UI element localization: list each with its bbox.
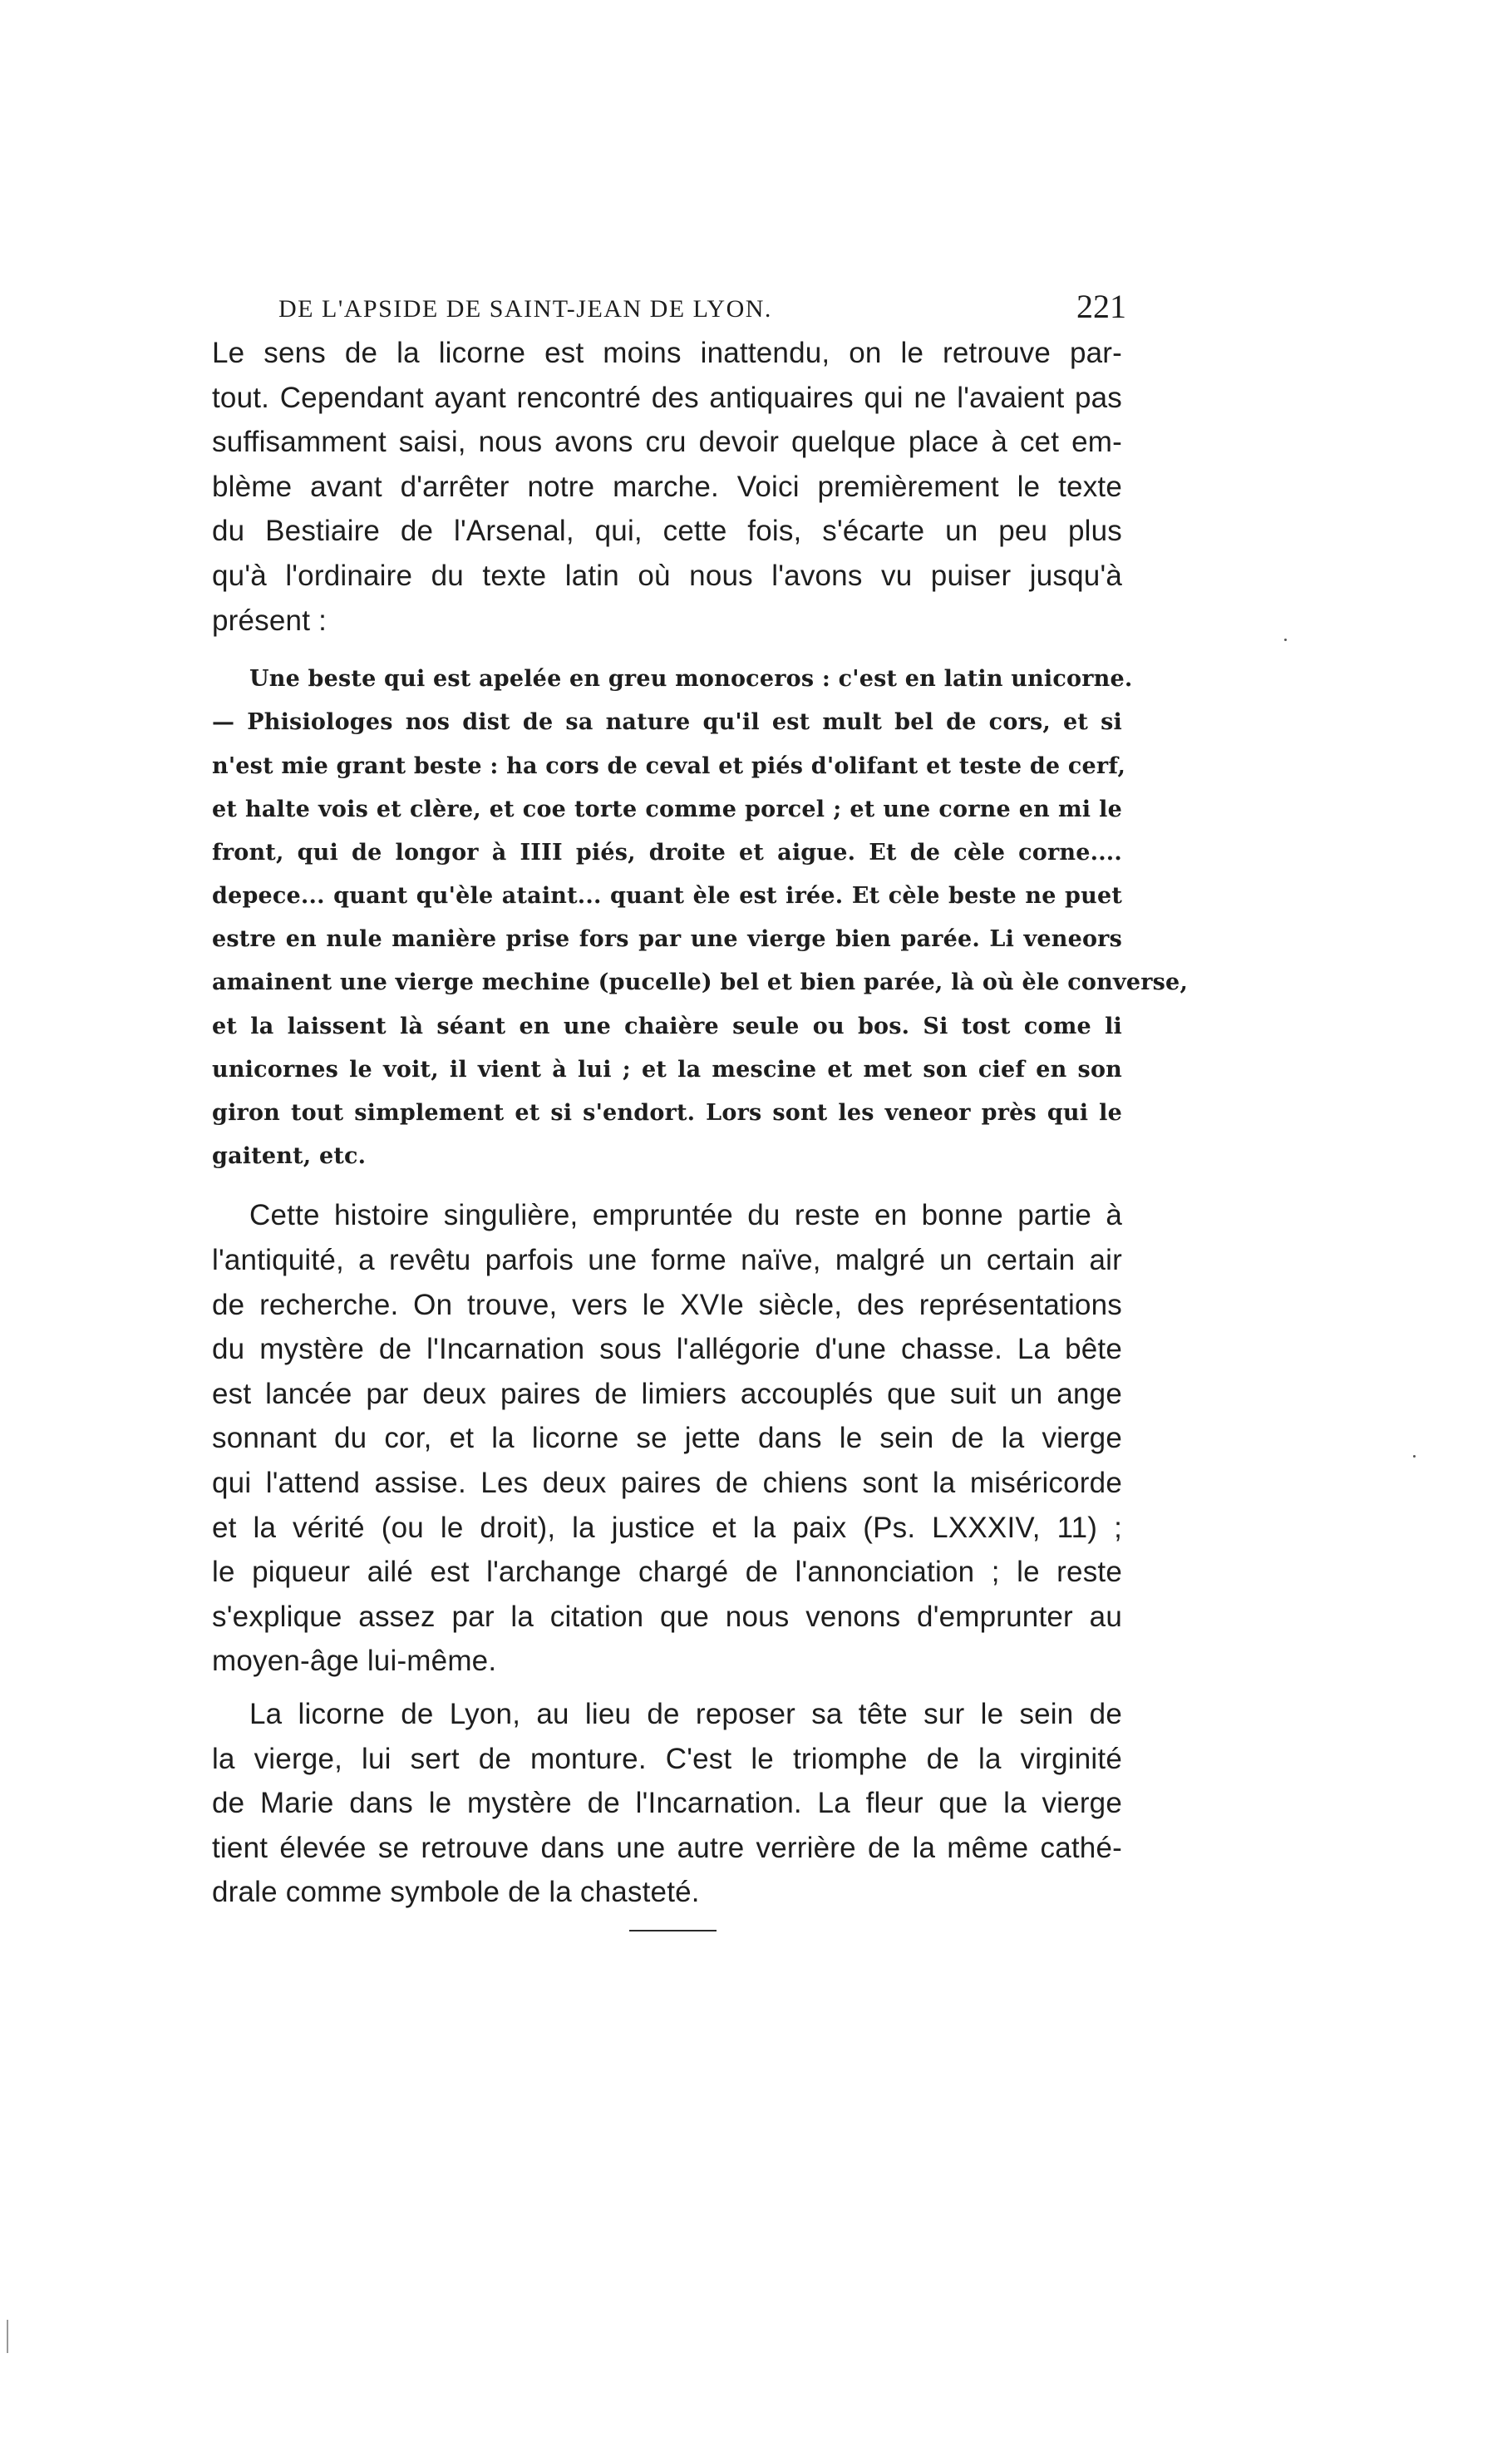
spacer: [212, 643, 1122, 658]
quotation-line: amainent une vierge mechine (pucelle) bel et bien parée, là où èle converse,: [212, 969, 1189, 996]
text-line: La licorne de Lyon, au lieu de reposer sa tête sur le sein de: [249, 1697, 1122, 1730]
quotation-line: gaitent, etc.: [212, 1143, 367, 1170]
text-line: présent :: [212, 604, 327, 637]
text-line: du mystère de l'Incarnation sous l'allégorie d'une chasse. La bête: [212, 1333, 1122, 1366]
quotation-line: unicornes le voit, il vient à lui ; et la mescine et met son cief en son: [212, 1056, 1122, 1083]
text-line: l'antiquité, a revêtu parfois une forme naïve, malgré un certain air: [212, 1244, 1122, 1276]
bestiaire-quotation: [212, 658, 1189, 1178]
margin-mark: [7, 2320, 8, 2353]
text-line: s'explique assez par la citation que nous venons d'emprunter au: [212, 1600, 1122, 1633]
spacer: [212, 1684, 1122, 1692]
text-line: du Bestiaire de l'Arsenal, qui, cette fois, s'écarte un peu plus: [212, 515, 1122, 548]
paragraph-unicorn-history: [212, 1193, 1122, 1684]
text-line: et la vérité (ou le droit), la justice et la paix (Ps. LXXXIV, 11) ;: [212, 1511, 1122, 1544]
page-number: 221: [1076, 288, 1126, 325]
paragraph-lyon-unicorn: [212, 1692, 1122, 1915]
text-line: de recherche. On trouve, vers le XVIe siècle, des représentations: [212, 1288, 1122, 1321]
quotation-line: — Phisiologes nos dist de sa nature qu'il est mult bel de cors, et si: [212, 709, 1122, 736]
quotation-line: et la laissent là séant en une chaière seule ou bos. Si tost come li: [212, 1013, 1122, 1039]
text-line: tout. Cependant ayant rencontré des antiquaires qui ne l'avaient pas: [212, 381, 1122, 414]
text-line: tient élevée se retrouve dans une autre verrière de la même cathé-: [212, 1831, 1122, 1864]
text-line: la vierge, lui sert de monture. C'est le triomphe de la virginité: [212, 1742, 1122, 1775]
quotation-line: Une beste qui est apelée en greu monoceros : c'est en latin unicorne.: [249, 666, 1133, 693]
text-line: suffisamment saisi, nous avons cru devoir quelque place à cet em-: [212, 426, 1122, 459]
text-line: moyen-âge lui-même.: [212, 1645, 497, 1678]
quotation-line: n'est mie grant beste : ha cors de ceval et piés d'olifant et teste de cerf,: [212, 752, 1126, 779]
paper-speck: [1413, 1455, 1416, 1458]
quotation-line: giron tout simplement et si s'endort. Lors sont les veneor près qui le: [212, 1100, 1122, 1127]
paragraph-unicorn-meaning: [212, 331, 1122, 643]
text-line: qui l'attend assise. Les deux paires de chiens sont la miséricorde: [212, 1466, 1122, 1499]
quotation-line: front, qui de longor à IIII piés, droite et aigue. Et de cèle corne....: [212, 839, 1122, 866]
text-line: blème avant d'arrêter notre marche. Voici premièrement le texte: [212, 470, 1122, 503]
page-body: [212, 331, 1189, 1915]
quotation-line: et halte vois et clère, et coe torte comme porcel ; et une corne en mi le: [212, 796, 1122, 822]
quotation-line: estre en nule manière prise fors par une vierge bien parée. Li veneors: [212, 926, 1122, 953]
running-head: [212, 287, 1126, 328]
text-line: sonnant du cor, et la licorne se jette dans le sein de la vierge: [212, 1422, 1122, 1455]
text-line: le piqueur ailé est l'archange chargé de l'annonciation ; le reste: [212, 1556, 1122, 1589]
end-rule: [629, 1930, 717, 1931]
text-line: Le sens de la licorne est moins inattendu, on le retrouve par-: [212, 337, 1122, 369]
text-line: drale comme symbole de la chasteté.: [212, 1876, 700, 1909]
text-line: Cette histoire singulière, empruntée du reste en bonne partie à: [249, 1199, 1122, 1232]
paper-speck: [1284, 639, 1287, 641]
text-line: est lancée par deux paires de limiers accouplés que suit un ange: [212, 1377, 1122, 1410]
spacer: [212, 1178, 1122, 1193]
quotation-line: depece... quant qu'èle ataint... quant èle est irée. Et cèle beste ne puet: [212, 883, 1122, 910]
text-line: de Marie dans le mystère de l'Incarnation. La fleur que la vierge: [212, 1787, 1122, 1820]
text-line: qu'à l'ordinaire du texte latin où nous l'avons vu puiser jusqu'à: [212, 559, 1122, 592]
running-title: DE L'APSIDE DE SAINT-JEAN DE LYON.: [278, 295, 772, 323]
